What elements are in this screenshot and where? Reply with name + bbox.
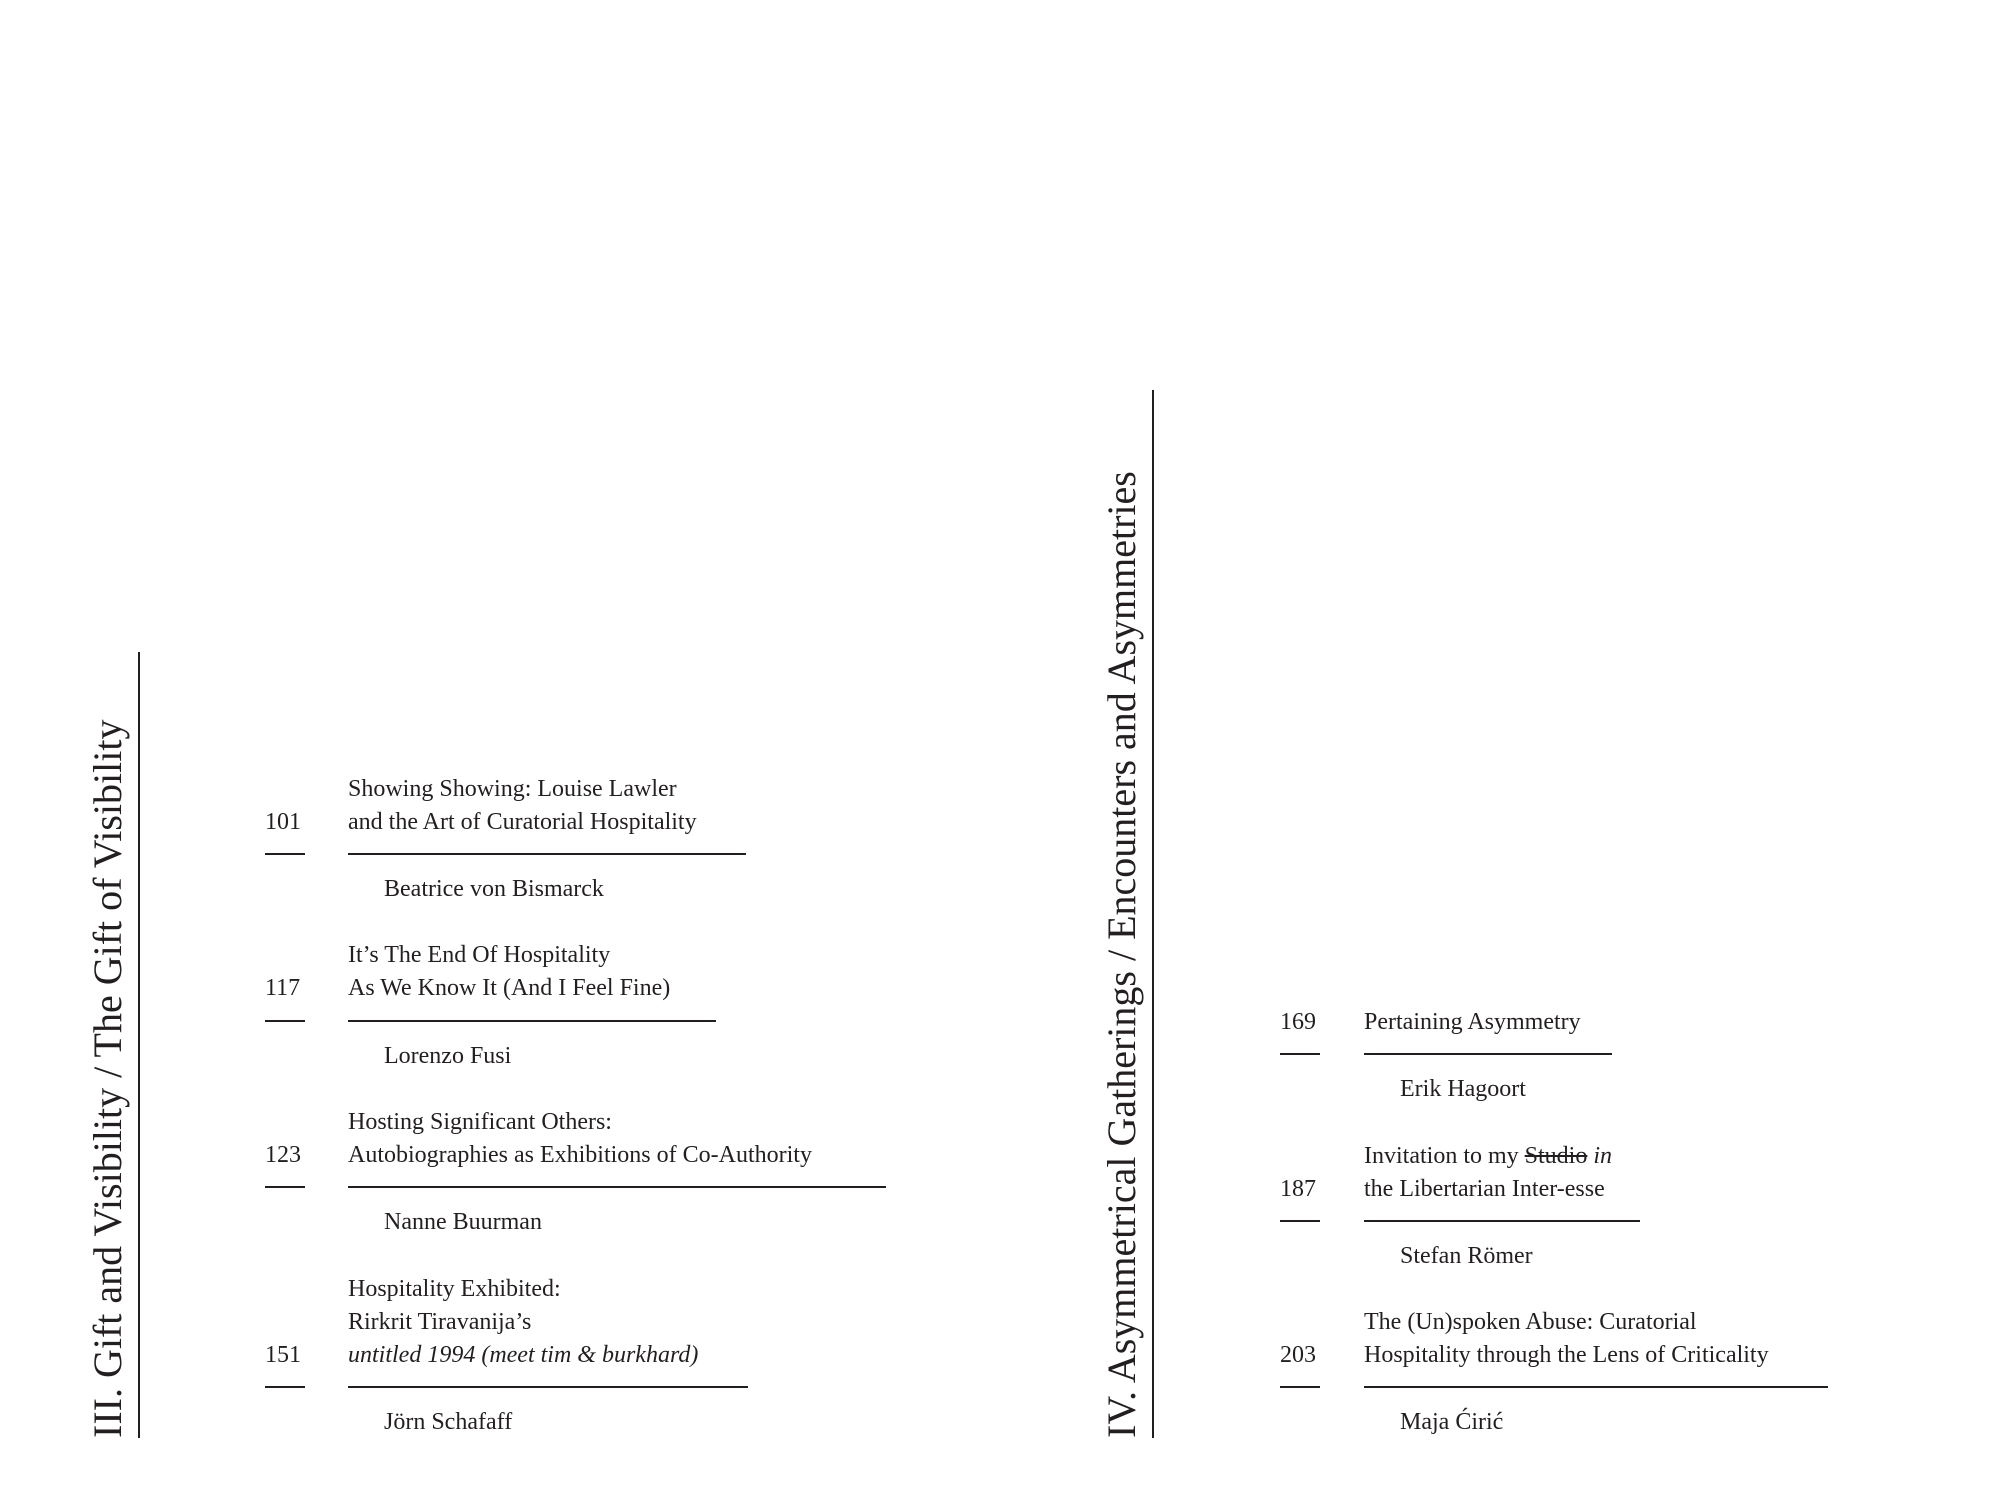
page-number-rule bbox=[1280, 1220, 1320, 1222]
page-number-rule bbox=[1280, 1386, 1320, 1388]
entry-title[interactable] bbox=[1364, 1006, 1581, 1039]
entry-title-line: and the Art of Curatorial Hospitality bbox=[348, 809, 697, 835]
section-iv-title: IV. Asymmetrical Gatherings / Encounters and Asymmetries bbox=[1099, 471, 1144, 1438]
page-number: 151 bbox=[265, 1342, 301, 1368]
entry-title-line: Hospitality through the Lens of Criticality bbox=[1364, 1342, 1769, 1368]
page-number: 101 bbox=[265, 809, 301, 835]
entry-title-line: The (Un)spoken Abuse: Curatorial bbox=[1364, 1309, 1697, 1335]
entry-title-line: Pertaining Asymmetry bbox=[1364, 1009, 1581, 1035]
entry-author: Lorenzo Fusi bbox=[384, 1043, 512, 1069]
entry-title-line: the Libertarian Inter-esse bbox=[1364, 1176, 1605, 1202]
entry-title[interactable] bbox=[1364, 1306, 1769, 1372]
entry-author: Maja Ćirić bbox=[1400, 1409, 1504, 1435]
entry-title-line: It’s The End Of Hospitality bbox=[348, 942, 611, 968]
entry-title-line: Hosting Significant Others: bbox=[348, 1109, 612, 1135]
page-number: 117 bbox=[265, 975, 301, 1001]
entry-title-line-italic: untitled 1994 (meet tim & burkhard) bbox=[348, 1342, 699, 1368]
entry-title-line bbox=[1364, 1140, 1612, 1173]
section-iv-vertical-rule bbox=[1152, 390, 1154, 1438]
italic-word: in bbox=[1587, 1143, 1613, 1169]
entry-title-rule bbox=[1364, 1220, 1640, 1222]
entry-title-rule bbox=[1364, 1386, 1828, 1388]
entry-author: Nanne Buurman bbox=[384, 1209, 542, 1235]
entry-title-line: Rirkrit Tiravanija’s bbox=[348, 1309, 532, 1335]
page-number: 203 bbox=[1280, 1342, 1316, 1368]
entry-title[interactable] bbox=[1364, 1140, 1612, 1206]
section-iii-title: III. Gift and Visibility / The Gift of Visibility bbox=[85, 719, 130, 1438]
page-number: 123 bbox=[265, 1142, 301, 1168]
entry-author: Beatrice von Bismarck bbox=[384, 876, 604, 902]
struck-word: Studio bbox=[1524, 1143, 1588, 1169]
entry-author: Erik Hagoort bbox=[1400, 1076, 1526, 1102]
entry-author: Jörn Schafaff bbox=[384, 1409, 513, 1435]
page-number: 169 bbox=[1280, 1009, 1316, 1035]
entry-title-line: Hospitality Exhibited: bbox=[348, 1276, 561, 1302]
entry-title-line: Showing Showing: Louise Lawler bbox=[348, 776, 677, 802]
page-number: 187 bbox=[1280, 1176, 1316, 1202]
entry-title-line: As We Know It (And I Feel Fine) bbox=[348, 975, 671, 1001]
page-number-rule bbox=[1280, 1053, 1320, 1055]
entry-author: Stefan Römer bbox=[1400, 1243, 1533, 1269]
entry-title-line: Autobiographies as Exhibitions of Co-Authority bbox=[348, 1142, 812, 1168]
entry-title-rule bbox=[1364, 1053, 1612, 1055]
entry-title-text: Invitation to my bbox=[1364, 1143, 1525, 1169]
